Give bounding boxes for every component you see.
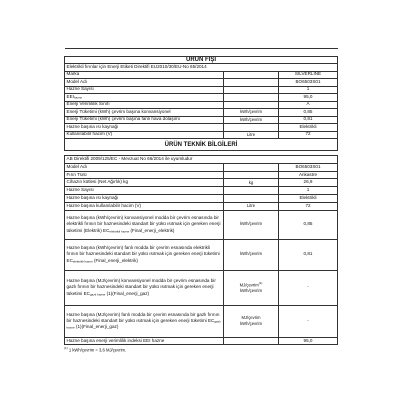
table-row <box>65 171 338 179</box>
table-row <box>65 101 338 109</box>
row-unit: kWh/çevrim <box>224 116 279 124</box>
row-label: Model Adı <box>65 163 224 171</box>
table-row <box>65 86 338 94</box>
row-text-end: (Final_enerji_elektrik) <box>92 257 138 263</box>
technical-info-table <box>64 139 338 345</box>
row-value: 72 <box>279 131 338 139</box>
row-text-sub: gazlı hazne <box>66 319 221 330</box>
row-unit <box>224 194 279 202</box>
row-value: A <box>279 101 338 109</box>
table-row <box>65 71 338 79</box>
row-label <box>65 94 224 102</box>
row-label: Hazne Sayısı <box>65 187 224 195</box>
row-text-end: (1)(Final_enerji_gaz) <box>105 290 150 296</box>
row-label: Hazne başına ısı kaynağı <box>65 194 224 202</box>
unit-primary: MJ/çevrim <box>241 315 261 321</box>
row-label: Cihazın kütlesi (Net Ağırlık) kg <box>65 179 224 187</box>
row-value: Elektrikli <box>279 194 338 202</box>
table-row <box>65 109 338 117</box>
row-unit <box>224 124 279 132</box>
row-unit <box>224 305 279 337</box>
row-text-sub: gazlı hazne <box>90 292 106 297</box>
row-value: 95,0 <box>279 337 338 345</box>
footnote-text: 1 kWh/çevrim = 3,6 MJ/çevrim. <box>67 347 127 353</box>
table-row <box>65 305 338 337</box>
row-value: 26,9 <box>279 179 338 187</box>
row-value: 0,81 <box>279 239 338 270</box>
row-label: Enerji Tüketimi (kWh) çevrim başına fanlı hava dolaşımı <box>65 116 224 124</box>
row-text: Hazne başına (kWh/çevrim) fanlı modda bir çevrim esnasında elektrikli fırının bir haznesindeki standart bir yükü ısıtmak için gereken enerji tüketimi EC <box>66 245 220 263</box>
row-unit: kWh/çevrim <box>224 239 279 270</box>
table-row <box>65 210 338 239</box>
row-unit <box>224 171 279 179</box>
table-row <box>65 194 338 202</box>
table-row <box>65 202 338 210</box>
row-value: 1 <box>279 86 338 94</box>
eei-label-sub: hazne <box>73 95 83 100</box>
row-label: Marka <box>65 71 224 79</box>
technical-info-subtitle: AB Direktifi 2009/125/EC - Mevzuat No 66/2014 ile uyumludur <box>65 156 338 164</box>
row-description <box>65 210 224 239</box>
row-text: Hazne başına (kWh/çevrim) konvansiyonel modda bir çevrim esnasında bir elektrikli fırının bir haznesindeki standart bir yükü ısıtmak için gereken enerji tüketimi (Elektrik) EC <box>66 215 221 233</box>
row-unit <box>224 163 279 171</box>
table-row <box>65 94 338 102</box>
eei-label: EEI <box>66 93 74 99</box>
row-text: Hazne başına (MJ/çevrim) konvansiyonel modda bir çevrim esnasında bir gazlı fırının bir haznesindeki standart bir yükü ısıtmak için gereken enerji tüketimi EC <box>66 278 216 296</box>
row-unit <box>224 337 279 345</box>
table-row <box>65 270 338 305</box>
footnote-marker: (1) <box>64 345 68 350</box>
fiche-title: ÜRÜN FİŞİ <box>65 56 338 64</box>
row-unit: kWh/çevrim <box>224 109 279 117</box>
row-label: Model Adı <box>65 79 224 87</box>
row-value: SILVERLINE <box>279 71 338 79</box>
fiche-subtitle: Elektrikli fırınlar için Enerji Etiketi Direktifi EU2010/30/EU-No 65/2014 <box>65 64 338 72</box>
row-description <box>65 270 224 305</box>
row-value: 72 <box>279 202 338 210</box>
table-row <box>65 239 338 270</box>
row-label: Kullanılabilir hacim (V) <box>65 131 224 139</box>
row-unit <box>224 79 279 87</box>
unit-primary: MJ/çevrim <box>239 282 259 288</box>
row-text-sub: elektrikli hazne <box>72 259 93 264</box>
row-value: 0,85 <box>279 210 338 239</box>
row-label: Hazne başına enerji verimlilik indeksi EEI hazne <box>65 337 224 345</box>
row-value: - <box>279 305 338 337</box>
table-row <box>65 187 338 195</box>
row-label: Hazne başına kullanılabilir hacim (V) <box>65 202 224 210</box>
footnote <box>64 347 337 353</box>
unit-secondary: kWh/çevrim <box>240 321 262 327</box>
row-value: BO6503S01 <box>279 79 338 87</box>
row-unit <box>224 71 279 79</box>
row-label: Fırın Türü <box>65 171 224 179</box>
row-description <box>65 239 224 270</box>
row-value: 0,85 <box>279 109 338 117</box>
row-text-end: (1)(Final_enerji_gaz) <box>74 324 119 330</box>
row-unit <box>224 86 279 94</box>
table-row <box>65 337 338 345</box>
row-unit <box>224 101 279 109</box>
row-label: Enerji Tüketimi (kWh) çevrim başına konvansiyonel <box>65 109 224 117</box>
row-value: 1 <box>279 187 338 195</box>
row-unit: kg <box>224 179 279 187</box>
table-row <box>65 116 338 124</box>
row-unit <box>224 270 279 305</box>
row-unit: Litre <box>224 131 279 139</box>
row-text-end: (Final_enerji_elektrik) <box>129 227 175 233</box>
row-label: Hazne Sayısı <box>65 86 224 94</box>
table-row <box>65 179 338 187</box>
row-unit: kWh/çevrim <box>224 210 279 239</box>
row-label: Hazne başına ısı kaynağı <box>65 124 224 132</box>
row-label: Enerji Verimlilik Sınıfı <box>65 101 224 109</box>
technical-info-title: ÜRÜN TEKNİK BİLGİLERİ <box>65 139 338 151</box>
row-value: - <box>279 270 338 305</box>
unit-secondary: kWh/çevrim <box>240 288 262 294</box>
table-row <box>65 131 338 139</box>
row-text: Hazne başına (MJ/çevrim) fanlı modda bir çevrim esnasında bir gazlı fırının bir haznesindeki standart bir yükü ısıtmak için gereken enerji tüketimi EC <box>66 311 220 323</box>
row-value: Ankastre <box>279 171 338 179</box>
row-unit: Litre <box>224 202 279 210</box>
unit-footnote-marker: (1) <box>258 281 263 286</box>
row-unit <box>224 94 279 102</box>
product-sheet <box>64 48 337 352</box>
row-value: Elektrikli <box>279 124 338 132</box>
row-description <box>65 305 224 337</box>
row-unit <box>224 187 279 195</box>
row-value: BO6503S01 <box>279 163 338 171</box>
table-row <box>65 79 338 87</box>
table-row <box>65 124 338 132</box>
product-fiche-table <box>64 48 338 139</box>
row-value: 0,81 <box>279 116 338 124</box>
row-value: 95,0 <box>279 94 338 102</box>
table-row <box>65 163 338 171</box>
row-text-sub: elektrikli hazne <box>109 229 130 234</box>
